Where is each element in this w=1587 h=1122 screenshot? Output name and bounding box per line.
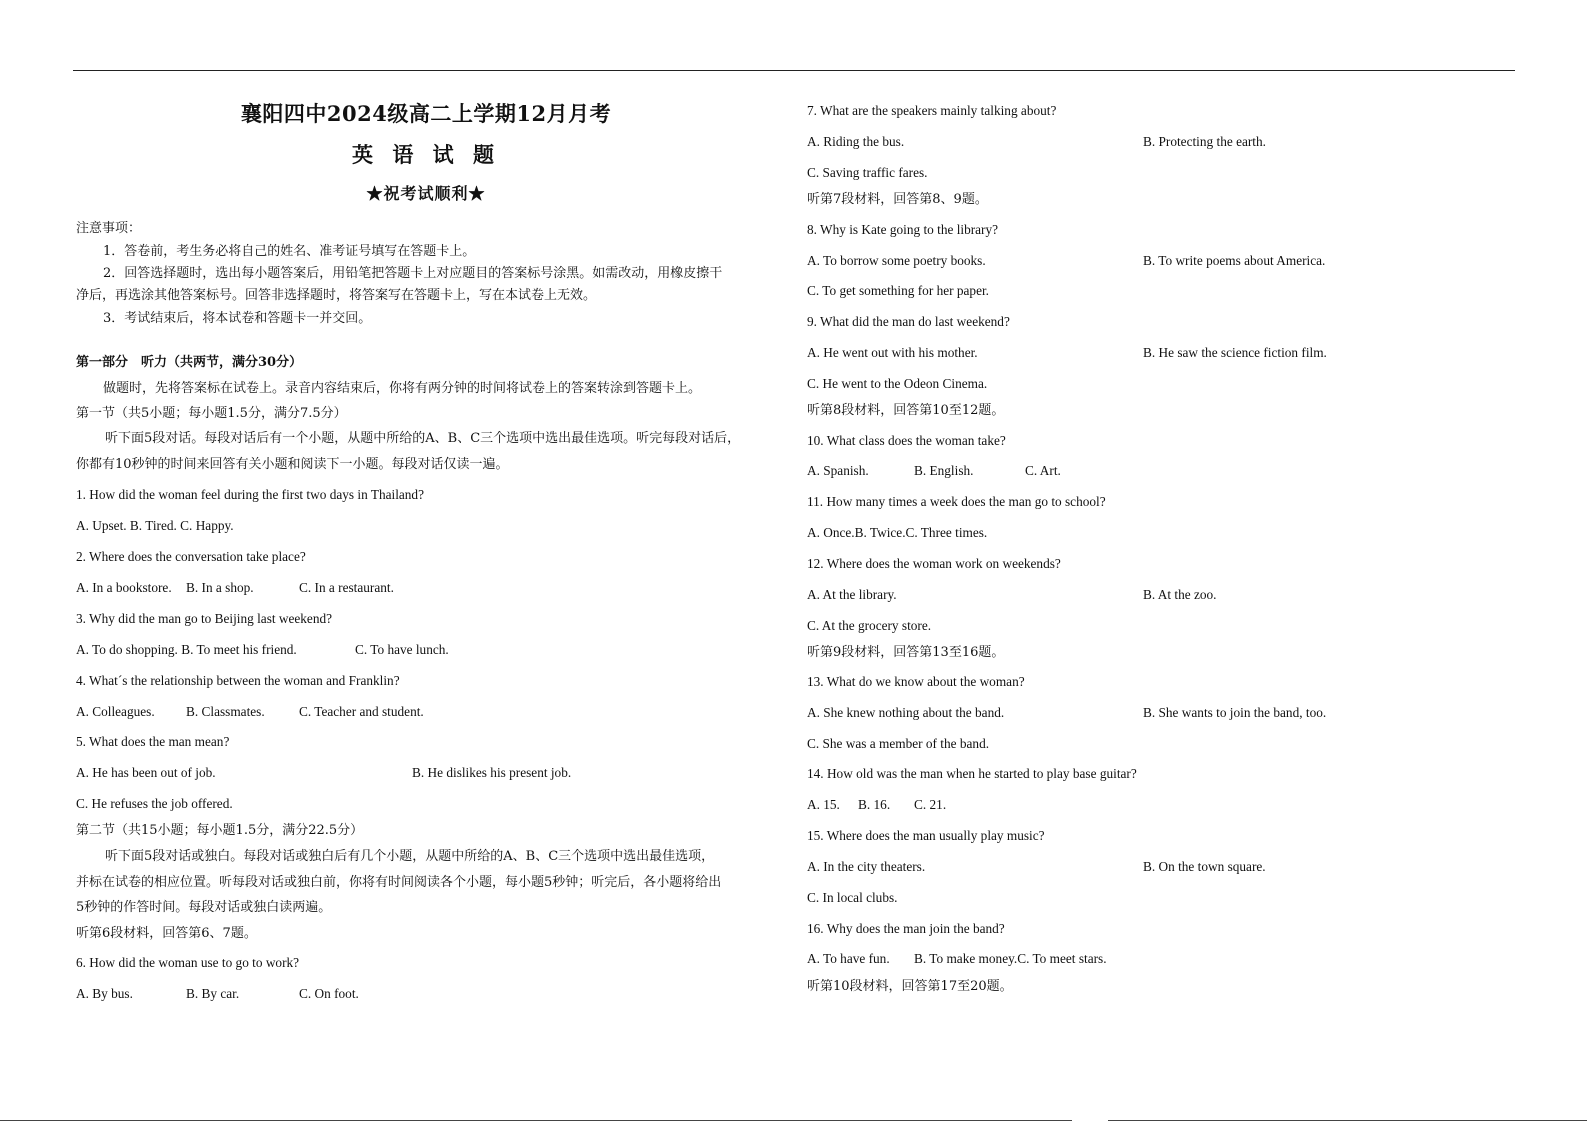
- question-stem: 4. What´s the relationship between the woman and Franklin?: [76, 673, 400, 688]
- material-note: 听第7段材料，回答第8、9题。: [807, 192, 988, 207]
- question-stem: 8. Why is Kate going to the library?: [807, 222, 999, 237]
- option-c: C. He refuses the job offered.: [76, 796, 233, 811]
- question-stem: 16. Why does the man join the band?: [807, 921, 1005, 936]
- material-note: 听第8段材料，回答第10至12题。: [807, 403, 1005, 418]
- option-a: A. She knew nothing about the band.: [807, 705, 1005, 720]
- option-c: C. She was a member of the band.: [807, 736, 990, 751]
- option-c: C. 21.: [914, 797, 947, 812]
- notice-item: 净后，再选涂其他答案标号。回答非选择题时，将答案写在答题卡上，写在本试卷上无效。: [76, 288, 597, 303]
- question-stem: 10. What class does the woman take?: [807, 433, 1006, 448]
- option-b: B. At the zoo.: [1143, 587, 1217, 602]
- option-c: C. Teacher and student.: [299, 704, 424, 719]
- option-ab: A. To do shopping. B. To meet his friend.: [76, 642, 297, 657]
- option-b: B. He dislikes his present job.: [412, 765, 572, 780]
- option-c: C. At the grocery store.: [807, 618, 932, 633]
- option-a: A. Spanish.: [807, 463, 869, 478]
- question-stem: 15. Where does the man usually play music?: [807, 828, 1045, 843]
- option-b: B. On the town square.: [1143, 859, 1266, 874]
- option-b: B. English.: [914, 463, 974, 478]
- option-b: B. Protecting the earth.: [1143, 134, 1266, 149]
- option-a: A. At the library.: [807, 587, 897, 602]
- option-b: B. To write poems about America.: [1143, 253, 1326, 268]
- option-c: C. Art.: [1025, 463, 1061, 478]
- option-b: B. By car.: [186, 986, 240, 1001]
- notice-heading: 注意事项：: [76, 221, 142, 236]
- question-stem: 12. Where does the woman work on weekends?: [807, 556, 1061, 571]
- option-a: A. He went out with his mother.: [807, 345, 978, 360]
- bottom-rule: [1108, 1120, 1587, 1121]
- option-a: A. In a bookstore.: [76, 580, 172, 595]
- question-stem: 6. How did the woman use to go to work?: [76, 955, 300, 970]
- question-stem: 9. What did the man do last weekend?: [807, 314, 1010, 329]
- exam-title: 襄阳四中2024级高二上学期12月月考: [240, 101, 612, 126]
- option-a: A. In the city theaters.: [807, 859, 926, 874]
- option-b: B. In a shop.: [186, 580, 254, 595]
- question-stem: 2. Where does the conversation take place?: [76, 549, 306, 564]
- option-a: A. Riding the bus.: [807, 134, 905, 149]
- question-stem: 1. How did the woman feel during the first two days in Thailand?: [76, 487, 424, 502]
- option-a: A. To borrow some poetry books.: [807, 253, 986, 268]
- question-stem: 13. What do we know about the woman?: [807, 674, 1025, 689]
- top-rule: [73, 70, 1515, 71]
- material-note: 听第6段材料，回答第6、7题。: [76, 926, 257, 941]
- option-b: B. She wants to join the band, too.: [1143, 705, 1327, 720]
- option-bc: B. To make money.C. To meet stars.: [914, 951, 1107, 966]
- material-note: 听第9段材料，回答第13至16题。: [807, 645, 1005, 660]
- option-c: C. In local clubs.: [807, 890, 898, 905]
- section-instruction: 你都有10秒钟的时间来回答有关小题和阅读下一小题。每段对话仅读一遍。: [76, 457, 509, 472]
- section-instruction: 听下面5段对话。每段对话后有一个小题，从题中所给的A、B、C三个选项中选出最佳选项。听完每段对话后，: [105, 431, 741, 446]
- option-b: B. 16.: [858, 797, 891, 812]
- question-stem: 7. What are the speakers mainly talking about?: [807, 103, 1057, 118]
- option-c: C. He went to the Odeon Cinema.: [807, 376, 988, 391]
- question-stem: 11. How many times a week does the man go to school?: [807, 494, 1106, 509]
- section-heading: 第一节（共5小题；每小题1.5分，满分7.5分）: [76, 406, 347, 421]
- option-b: B. He saw the science fiction film.: [1143, 345, 1327, 360]
- question-stem: 5. What does the man mean?: [76, 734, 230, 749]
- option-a: A. To have fun.: [807, 951, 890, 966]
- option-a: A. By bus.: [76, 986, 133, 1001]
- option-a: A. Colleagues.: [76, 704, 155, 719]
- option-a: A. 15.: [807, 797, 840, 812]
- exam-wish: ★祝考试顺利★: [366, 184, 486, 203]
- section-instruction: 听下面5段对话或独白。每段对话或独白后有几个小题，从题中所给的A、B、C三个选项中选出最佳选项，: [105, 849, 715, 864]
- notice-item: 1．答卷前，考生务必将自己的姓名、准考证号填写在答题卡上。: [103, 244, 476, 259]
- option-c: C. To have lunch.: [355, 642, 449, 657]
- option-c: C. Saving traffic fares.: [807, 165, 928, 180]
- section-instruction: 并标在试卷的相应位置。听每段对话或独白前，你将有时间阅读各个小题，每小题5秒钟；听完后，各小题将给出: [76, 875, 722, 890]
- option-a: A. He has been out of job.: [76, 765, 216, 780]
- option-b: B. Classmates.: [186, 704, 265, 719]
- notice-item: 3．考试结束后，将本试卷和答题卡一并交回。: [103, 311, 372, 326]
- question-options: A. Upset. B. Tired. C. Happy.: [76, 518, 234, 533]
- option-c: C. In a restaurant.: [299, 580, 394, 595]
- option-c: C. On foot.: [299, 986, 359, 1001]
- option-c: C. To get something for her paper.: [807, 283, 989, 298]
- section-heading: 第二节（共15小题；每小题1.5分，满分22.5分）: [76, 823, 364, 838]
- question-stem: 3. Why did the man go to Beijing last weekend?: [76, 611, 333, 626]
- question-options: A. Once.B. Twice.C. Three times.: [807, 525, 988, 540]
- question-stem: 14. How old was the man when he started to play base guitar?: [807, 766, 1137, 781]
- exam-subtitle: 英 语 试 题: [352, 142, 500, 167]
- part-instruction: 做题时，先将答案标在试卷上。录音内容结束后，你将有两分钟的时间将试卷上的答案转涂到答题卡上。: [103, 381, 702, 396]
- bottom-rule: [0, 1120, 1072, 1121]
- notice-item: 2．回答选择题时，选出每小题答案后，用铅笔把答题卡上对应题目的答案标号涂黑。如需改动，用橡皮擦干: [103, 266, 723, 281]
- material-note: 听第10段材料，回答第17至20题。: [807, 979, 1013, 994]
- part-heading: 第一部分 听力（共两节，满分30分）: [76, 355, 303, 370]
- section-instruction: 5秒钟的作答时间。每段对话或独白读两遍。: [76, 900, 332, 915]
